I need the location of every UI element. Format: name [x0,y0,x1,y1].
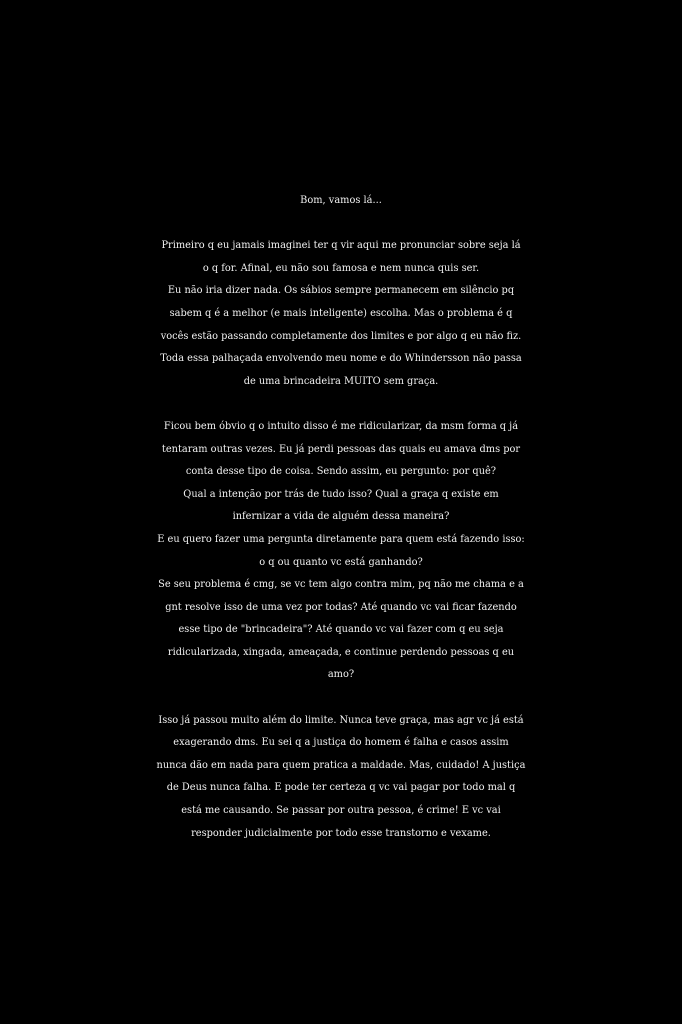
story-text-line: ridicularizada, xingada, ameaçada, e continue perdendo pessoas q eu [167,646,515,658]
story-text-line: de uma brincadeira MUITO sem graça. [243,375,439,387]
story-text-line: sabem q é a melhor (e mais inteligente) escolha. Mas o problema é q [169,307,513,319]
story-text-line: infernizar a vida de alguém dessa maneira? [232,511,450,523]
story-text-line: Se seu problema é cmg, se vc tem algo contra mim, pq não me chama e a [158,579,524,591]
story-text-line: Toda essa palhaçada envolvendo meu nome e do Whindersson não passa [160,353,522,365]
story-heading-line: Bom, vamos lá... [300,195,382,206]
story-text-line: Ficou bem óbvio q o intuito disso é me ridicularizar, da msm forma q já [163,420,519,432]
story-text-line: Qual a intenção por trás de tudo isso? Qual a graça q existe em [183,488,499,500]
story-text-line: responder judicialmente por todo esse transtorno e vexame. [191,827,491,839]
story-text-line: Isso já passou muito além do limite. Nunca teve graça, mas agr vc já está [158,714,524,726]
story-text-line: amo? [327,669,355,681]
story-text-line: Eu não iria dizer nada. Os sábios sempre permanecem em silêncio pq [167,285,515,297]
story-text-block [0,190,682,845]
story-text-line: esse tipo de "brincadeira"? Até quando vc vai fazer com q eu seja [178,624,504,636]
story-text-line: gnt resolve isso de uma vez por todas? Até quando vc vai ficar fazendo [165,601,517,613]
story-text-line: o q ou quanto vc está ganhando? [259,556,423,568]
story-text-line: o q for. Afinal, eu não sou famosa e nem nunca quis ser. [202,262,480,274]
story-text-line: E eu quero fazer uma pergunta diretamente para quem está fazendo isso: [157,533,525,545]
paragraph-gap [0,393,682,416]
story-text-line: está me causando. Se passar por outra pessoa, é crime! E vc vai [181,805,501,817]
story-text-line: Primeiro q eu jamais imaginei ter q vir aqui me pronunciar sobre seja lá [161,240,521,252]
paragraph-gap [0,687,682,710]
story-text-line: conta desse tipo de coisa. Sendo assim, eu pergunto: por quê? [185,466,497,478]
story-text-line: vocês estão passando completamente dos limites e por algo q eu não fiz. [160,330,522,342]
paragraph-gap [0,213,682,236]
story-text-line: de Deus nunca falha. E pode ter certeza q vc vai pagar por todo mal q [166,782,516,794]
story-text-line: tentaram outras vezes. Eu já perdi pessoas das quais eu amava dms por [161,443,521,455]
story-text-line: nunca dão em nada para quem pratica a maldade. Mas, cuidado! A justiça [156,759,526,771]
story-text-line: exagerando dms. Eu sei q a justiça do homem é falha e casos assim [173,737,509,749]
